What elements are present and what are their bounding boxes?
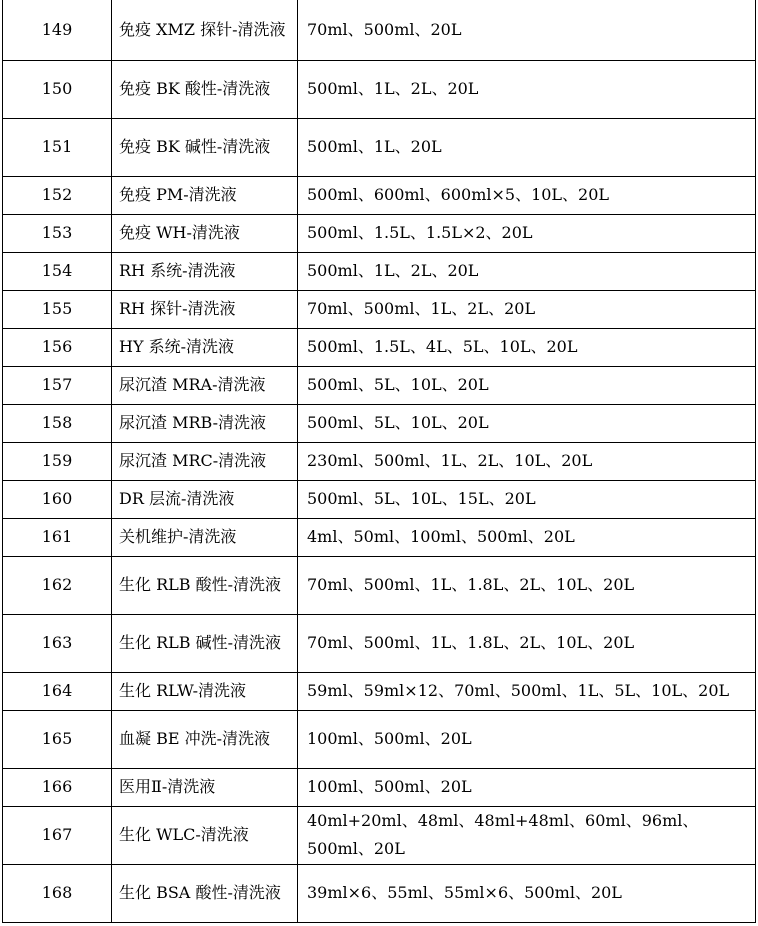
table-row xyxy=(3,328,756,366)
table-row xyxy=(3,556,756,614)
row-number: 162 xyxy=(3,556,112,614)
row-number: 167 xyxy=(3,806,112,864)
product-spec: 500ml、1L、20L xyxy=(298,118,756,176)
table-row xyxy=(3,60,756,118)
product-spec: 70ml、500ml、1L、1.8L、2L、10L、20L xyxy=(298,556,756,614)
table-row xyxy=(3,614,756,672)
row-number: 161 xyxy=(3,518,112,556)
product-name: 尿沉渣 MRB-清洗液 xyxy=(112,404,298,442)
product-name: 生化 RLW-清洗液 xyxy=(112,672,298,710)
product-spec: 39ml×6、55ml、55ml×6、500ml、20L xyxy=(298,864,756,922)
product-spec: 40ml+20ml、48ml、48ml+48ml、60ml、96ml、500ml、20L xyxy=(298,806,756,864)
product-name: 血凝 BE 冲洗-清洗液 xyxy=(112,710,298,768)
row-number: 152 xyxy=(3,176,112,214)
product-spec: 500ml、1L、2L、20L xyxy=(298,60,756,118)
row-number: 168 xyxy=(3,864,112,922)
row-number: 151 xyxy=(3,118,112,176)
product-name: RH 探针-清洗液 xyxy=(112,290,298,328)
row-number: 150 xyxy=(3,60,112,118)
table-row xyxy=(3,768,756,806)
product-name: 免疫 BK 碱性-清洗液 xyxy=(112,118,298,176)
table-row xyxy=(3,118,756,176)
product-spec: 100ml、500ml、20L xyxy=(298,768,756,806)
product-name: DR 层流-清洗液 xyxy=(112,480,298,518)
product-spec: 500ml、5L、10L、20L xyxy=(298,366,756,404)
row-number: 155 xyxy=(3,290,112,328)
table-row xyxy=(3,710,756,768)
product-spec: 500ml、1.5L、4L、5L、10L、20L xyxy=(298,328,756,366)
row-number: 154 xyxy=(3,252,112,290)
row-number: 164 xyxy=(3,672,112,710)
product-name: 生化 BSA 酸性-清洗液 xyxy=(112,864,298,922)
product-name: 医用Ⅱ-清洗液 xyxy=(112,768,298,806)
row-number: 163 xyxy=(3,614,112,672)
product-name: 尿沉渣 MRA-清洗液 xyxy=(112,366,298,404)
product-name: 免疫 BK 酸性-清洗液 xyxy=(112,60,298,118)
product-name: 尿沉渣 MRC-清洗液 xyxy=(112,442,298,480)
row-number: 156 xyxy=(3,328,112,366)
row-number: 158 xyxy=(3,404,112,442)
product-spec: 500ml、5L、10L、20L xyxy=(298,404,756,442)
product-name: RH 系统-清洗液 xyxy=(112,252,298,290)
product-table xyxy=(2,0,756,923)
product-spec: 500ml、600ml、600ml×5、10L、20L xyxy=(298,176,756,214)
product-name: 生化 WLC-清洗液 xyxy=(112,806,298,864)
product-name: HY 系统-清洗液 xyxy=(112,328,298,366)
product-spec: 500ml、1.5L、1.5L×2、20L xyxy=(298,214,756,252)
table-row xyxy=(3,0,756,60)
product-spec: 59ml、59ml×12、70ml、500ml、1L、5L、10L、20L xyxy=(298,672,756,710)
table-row xyxy=(3,864,756,922)
row-number: 149 xyxy=(3,0,112,60)
row-number: 153 xyxy=(3,214,112,252)
table-row xyxy=(3,480,756,518)
table-row xyxy=(3,672,756,710)
table-row xyxy=(3,214,756,252)
table-row xyxy=(3,176,756,214)
product-spec: 230ml、500ml、1L、2L、10L、20L xyxy=(298,442,756,480)
product-name: 关机维护-清洗液 xyxy=(112,518,298,556)
product-name: 生化 RLB 碱性-清洗液 xyxy=(112,614,298,672)
product-name: 免疫 PM-清洗液 xyxy=(112,176,298,214)
product-spec: 70ml、500ml、1L、1.8L、2L、10L、20L xyxy=(298,614,756,672)
product-name: 免疫 XMZ 探针-清洗液 xyxy=(112,0,298,60)
product-spec: 500ml、1L、2L、20L xyxy=(298,252,756,290)
table-row xyxy=(3,252,756,290)
product-name: 生化 RLB 酸性-清洗液 xyxy=(112,556,298,614)
product-name: 免疫 WH-清洗液 xyxy=(112,214,298,252)
product-spec: 100ml、500ml、20L xyxy=(298,710,756,768)
row-number: 165 xyxy=(3,710,112,768)
product-spec: 500ml、5L、10L、15L、20L xyxy=(298,480,756,518)
row-number: 159 xyxy=(3,442,112,480)
table-row xyxy=(3,442,756,480)
table-row xyxy=(3,518,756,556)
row-number: 157 xyxy=(3,366,112,404)
table-row xyxy=(3,366,756,404)
table-row xyxy=(3,404,756,442)
product-spec: 70ml、500ml、20L xyxy=(298,0,756,60)
product-spec: 70ml、500ml、1L、2L、20L xyxy=(298,290,756,328)
product-spec: 4ml、50ml、100ml、500ml、20L xyxy=(298,518,756,556)
row-number: 160 xyxy=(3,480,112,518)
row-number: 166 xyxy=(3,768,112,806)
table-row xyxy=(3,806,756,864)
table-row xyxy=(3,290,756,328)
